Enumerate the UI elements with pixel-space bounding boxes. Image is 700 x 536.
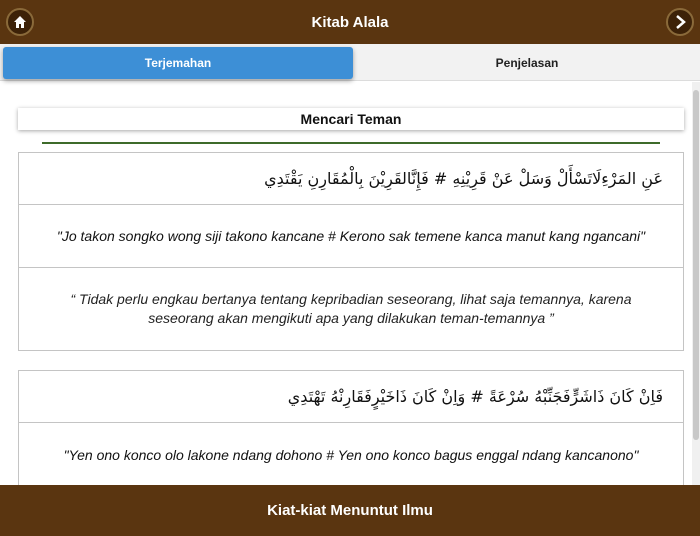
next-button[interactable] [666,8,694,36]
footer-label: Kiat-kiat Menuntut Ilmu [267,502,433,519]
arabic-text: عَنِ المَرْءِلَاتَسْأَلْ وَسَلْ عَنْ قَرِيْنِهِ # فَإِنَّالقَرِيْنَ بِالْمُقَارِنِ يَقْتَدِي [19,153,683,205]
arabic-text: فَاِنْ كَانَ ذَاشَرٍّفَجَنِّبْهُ سُرْعَةً # وَاِنْ كَانَ ذَاخَيْرٍفَقَارِنْهُ تَهْتَدِي [19,371,683,423]
scrollbar-thumb[interactable] [693,90,699,440]
javanese-translation: "Yen ono konco olo lakone ndang dohono # Yen ono konco bagus enggal ndang kancanono" [63,447,639,463]
app-title: Kitab Alala [311,13,389,31]
verse-card [18,370,684,485]
tab-penjelasan[interactable]: Penjelasan [495,56,559,70]
tab-bar [0,44,700,81]
tab-terjemahan[interactable]: Terjemahan [3,47,353,79]
indonesian-translation: “ Tidak perlu engkau bertanya tentang kepribadian seseorang, lihat saja temannya, karena seseorang akan mengikuti apa yang dilakukan teman-temannya ” [70,291,632,326]
home-icon [13,15,27,29]
home-button[interactable] [6,8,34,36]
title-divider [42,142,660,144]
javanese-translation: "Jo takon songko wong siji takono kancane # Kerono sak temene kanca manut kang ngancani" [19,205,683,268]
footer-nav-button[interactable] [0,485,700,536]
section-title: Mencari Teman [18,108,684,130]
content-area[interactable] [0,82,692,485]
app-header [0,0,700,44]
chevron-right-icon [674,15,686,29]
verse-card [18,152,684,351]
